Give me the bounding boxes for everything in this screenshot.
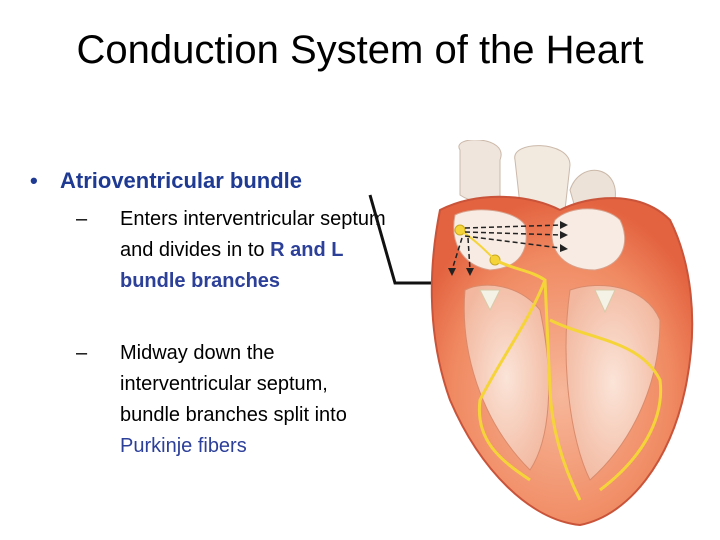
dash-marker: – xyxy=(76,342,88,364)
right-label: R xyxy=(270,239,285,261)
heart-illustration-icon xyxy=(420,140,720,530)
and-label: and xyxy=(290,239,326,261)
bullet-dot-icon: • xyxy=(30,168,38,193)
bullet-label: Atrioventricular bundle xyxy=(60,168,303,193)
purkinje-label: Purkinje fibers xyxy=(120,435,247,457)
slide-title: Conduction System of the Heart xyxy=(76,28,644,72)
sub-bullet-2-body: Midway down the interventricular septum, bundle branches split into xyxy=(120,342,347,426)
left-bundle-label: L bundle branches xyxy=(120,239,344,292)
dash-marker: – xyxy=(76,208,88,230)
sub-bullet-1-body: Enters interventricular septum and divides in to xyxy=(120,208,386,261)
